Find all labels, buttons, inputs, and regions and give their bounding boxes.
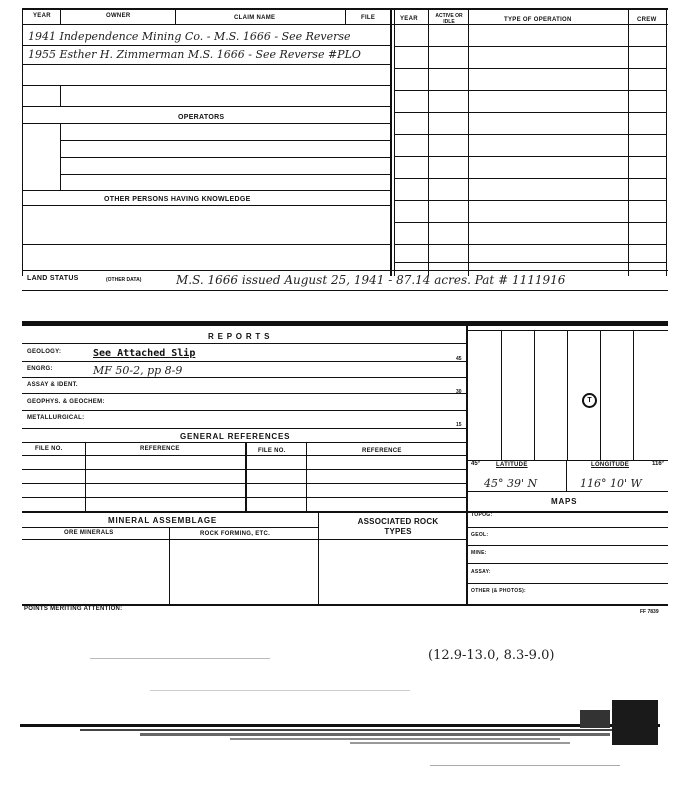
geology-rule <box>22 361 466 362</box>
ref-col-reference-2: REFERENCE <box>362 448 402 454</box>
mineral-header-rule <box>22 539 466 540</box>
other-persons-rule <box>22 244 390 245</box>
lat-long-sep <box>566 460 567 491</box>
corner-right: 116° <box>652 461 665 467</box>
maps-rule <box>468 563 668 564</box>
ref-bottom-rule <box>22 511 668 513</box>
mineral-col-sep <box>318 513 319 605</box>
operators-rule <box>60 174 390 175</box>
points-meriting-attention: POINTS MERITING ATTENTION: <box>24 606 123 612</box>
maps-rule <box>468 583 668 584</box>
metallurgical-rule <box>22 428 468 429</box>
scan-dot-row <box>90 658 270 659</box>
operators-rule <box>60 140 390 141</box>
general-references-title: GENERAL REFERENCES <box>180 432 291 441</box>
operators-label: OPERATORS <box>178 114 225 121</box>
operators-rule <box>60 157 390 158</box>
operators-rule <box>22 190 390 191</box>
land-status-other-data: (OTHER DATA) <box>106 277 142 283</box>
maps-title: MAPS <box>551 497 578 506</box>
ref-col-sep <box>85 442 86 512</box>
corner-left: 45° <box>471 461 481 467</box>
owner-row-rule <box>22 106 390 107</box>
grid-col <box>534 330 535 460</box>
header-claim-name: CLAIM NAME <box>234 15 276 21</box>
grid-col <box>501 330 502 460</box>
header-file: FILE <box>361 15 376 21</box>
grid-bottom <box>468 460 668 461</box>
col-claim-sep <box>345 8 346 25</box>
land-status-underline <box>22 290 668 291</box>
mineral-col-sep <box>169 527 170 605</box>
latitude-label: LATITUDE <box>496 462 528 468</box>
geophys-rule <box>22 410 466 411</box>
reports-top-bar <box>22 321 668 326</box>
maps-mine: MINE: <box>471 550 487 556</box>
grid-location-marker: T <box>582 393 597 408</box>
operation-row-rule <box>394 112 666 113</box>
scan-smudge-bar <box>20 700 668 760</box>
ref-row-rule <box>22 497 468 498</box>
grid-col <box>633 330 634 460</box>
owner-entry-1: 1941 Independence Mining Co. - M.S. 1666 - See Reverse <box>28 30 351 43</box>
operation-row-rule <box>394 134 666 135</box>
engrg-rule <box>22 377 466 378</box>
ore-minerals-label: ORE MINERALS <box>64 530 114 536</box>
col-owner-sep <box>175 8 176 25</box>
latitude-value: 45° 39' N <box>484 477 538 490</box>
longitude-label: LONGITUDE <box>591 462 630 468</box>
grid-top <box>468 330 668 331</box>
ref-col-sep <box>306 442 307 512</box>
operation-row-rule <box>394 90 666 91</box>
lat-long-bottom <box>468 491 668 492</box>
ref-col-sep <box>245 442 247 512</box>
header-active-or-idle: ACTIVE OR IDLE <box>435 13 463 25</box>
operation-row-rule <box>394 222 666 223</box>
other-persons-label: OTHER PERSONS HAVING KNOWLEDGE <box>104 196 251 203</box>
engrg-value: MF 50-2, pp 8-9 <box>93 364 183 377</box>
longitude-value: 116° 10' W <box>580 477 642 490</box>
operation-row-rule <box>394 46 666 47</box>
operation-row-rule <box>394 178 666 179</box>
scan-dot-row <box>150 690 410 691</box>
operation-row-rule <box>394 68 666 69</box>
margin-mark-15: 15 <box>456 422 462 428</box>
reports-title: R E P O R T S <box>208 332 271 341</box>
col-active-sep <box>468 8 469 276</box>
scan-dot-row <box>430 765 620 766</box>
form-number: FF 7839 <box>640 609 659 615</box>
ref-row-rule <box>22 483 468 484</box>
maps-assay: ASSAY: <box>471 569 491 575</box>
engrg-label: ENGRG: <box>27 366 53 372</box>
ref-col-reference-1: REFERENCE <box>140 446 180 452</box>
maps-geol: GEOL: <box>471 532 489 538</box>
associated-rock-types-label: ASSOCIATED ROCK TYPES <box>357 517 439 536</box>
maps-rule <box>468 545 668 546</box>
operation-row-rule <box>394 262 666 263</box>
ref-row-rule <box>22 469 468 470</box>
grid-col <box>600 330 601 460</box>
margin-mark-30: 30 <box>456 389 462 395</box>
geophys-label: GEOPHYS. & GEOCHEM: <box>27 399 105 405</box>
ref-col-file-no-1: FILE NO. <box>35 446 63 452</box>
maps-other: OTHER (& PHOTOS): <box>471 588 527 594</box>
geology-value: See Attached Slip <box>93 348 196 359</box>
maps-rule <box>468 527 668 528</box>
geology-label: GEOLOGY: <box>27 349 62 355</box>
operators-year-sep <box>60 123 61 190</box>
metallurgical-label: METALLURGICAL: <box>27 415 85 421</box>
operators-rule <box>22 123 390 124</box>
header-owner: OWNER <box>106 13 131 19</box>
land-status-label: LAND STATUS <box>27 275 79 282</box>
col-year-sep <box>60 8 61 25</box>
top-divider-left-right <box>390 8 392 276</box>
owner-row-rule <box>22 45 390 46</box>
header-crew: CREW <box>637 17 657 23</box>
grid-col <box>567 330 568 460</box>
bottom-note: (12.9-13.0, 8.3-9.0) <box>428 648 555 663</box>
assay-label: ASSAY & IDENT. <box>27 382 78 388</box>
left-border <box>22 8 23 276</box>
rock-forming-label: ROCK FORMING, ETC. <box>200 531 271 537</box>
owner-entry-2: 1955 Esther H. Zimmerman M.S. 1666 - See Reverse #PLO <box>28 48 361 61</box>
header-type-of-operation: TYPE OF OPERATION <box>504 17 572 23</box>
col-crew-sep <box>628 8 629 276</box>
col-year2-sep <box>428 8 429 276</box>
reports-title-rule <box>22 343 468 344</box>
header-year: YEAR <box>33 13 51 19</box>
owner-row-rule <box>22 64 390 65</box>
other-persons-rule <box>22 205 390 206</box>
land-status-rule <box>22 270 668 271</box>
assay-rule <box>22 393 466 394</box>
maps-topog: TOPOG: <box>471 512 493 518</box>
operation-row-rule <box>394 156 666 157</box>
owner-year-tick <box>60 86 61 106</box>
mineral-assemblage-title: MINERAL ASSEMBLAGE <box>108 516 218 525</box>
operation-row-rule <box>394 244 666 245</box>
right-border <box>666 8 667 276</box>
margin-mark-45: 45 <box>456 356 462 362</box>
mineral-title-rule <box>22 527 318 528</box>
top-divider-right-2 <box>394 8 395 276</box>
owner-row-rule <box>22 85 390 86</box>
ref-col-file-no-2: FILE NO. <box>258 448 286 454</box>
land-status-value: M.S. 1666 issued August 25, 1941 - 87.14 acres. Pat # 1111916 <box>176 273 566 287</box>
header-year-2: YEAR <box>400 16 418 22</box>
operation-row-rule <box>394 200 666 201</box>
reports-right-sep <box>466 326 468 606</box>
